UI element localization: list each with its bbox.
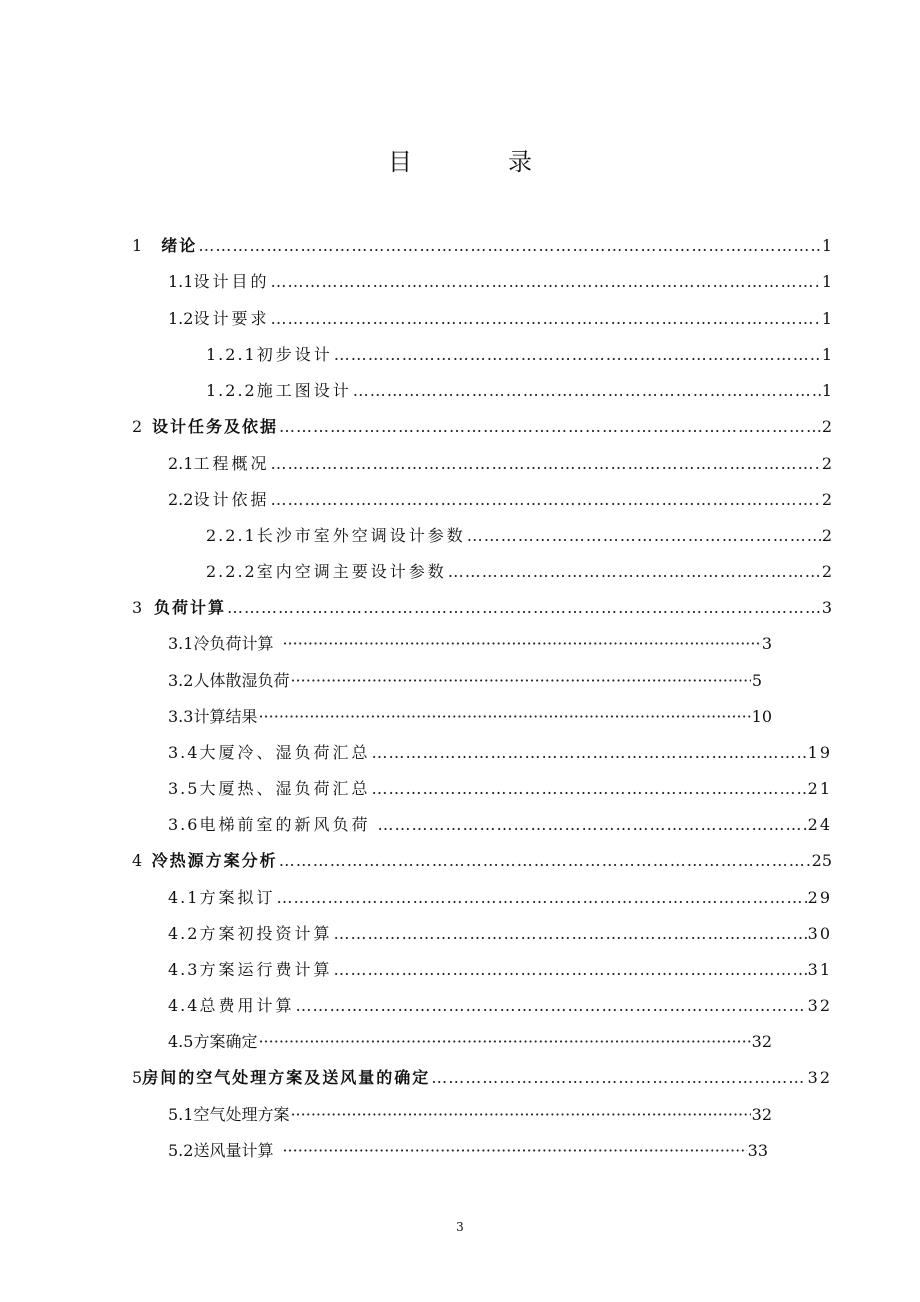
toc-entry[interactable] [168,705,772,729]
toc-entry-number: 4.4 [168,996,200,1015]
toc-entry-label: 大厦冷、湿负荷汇总 [199,743,371,762]
dot-leader [353,379,821,403]
toc-entry-number: 1 [132,236,143,255]
toc-entry-number: 2.2.1 [206,526,257,545]
toc-entry-number: 1.2 [168,309,194,328]
toc-entry-label: 方案确定 [193,1032,258,1051]
toc-entry[interactable] [206,524,832,548]
toc-entry[interactable] [206,343,832,367]
toc-entry-page: 32 [751,1105,772,1124]
toc-entry[interactable] [168,922,832,946]
toc-entry-label: 工程概况 [193,454,270,473]
toc-entry-page: 3 [761,634,772,653]
toc-entry-page: 1 [821,272,832,291]
dot-leader [282,632,760,656]
toc-entry-page: 32 [807,996,832,1015]
toc-entry-number: 3.4 [168,743,200,762]
page-title: 目 录 [388,148,568,176]
toc-entry-label: 设计目的 [193,272,270,291]
toc-entry-page: 10 [751,707,772,726]
dot-leader [290,669,750,693]
toc-entry-number: 3.6 [168,815,200,834]
dot-leader [276,886,806,910]
toc-entry-page: 33 [747,1141,768,1160]
dot-leader [371,777,806,801]
toc-entry[interactable] [168,777,832,801]
toc-entry-number: 4 [132,851,143,870]
dot-leader [258,705,750,729]
toc-entry-label: 人体散湿负荷 [193,671,290,690]
toc-entry-label: 室内空调主要设计参数 [256,562,447,581]
toc-entry-label: 设计任务及依据 [152,417,279,436]
dot-leader [467,524,821,548]
dot-leader [282,1139,746,1163]
toc-entry-number: 4.2 [168,924,200,943]
dot-leader [290,1103,750,1127]
toc-entry[interactable] [132,415,832,439]
toc-entry[interactable] [168,452,832,476]
toc-entry-label: 计算结果 [193,707,258,726]
dot-leader [270,307,820,331]
page-number: 3 [456,1220,464,1234]
toc-entry-number: 5 [132,1068,143,1087]
dot-leader [295,994,806,1018]
toc-entry[interactable] [206,379,832,403]
toc-entry-label: 施工图设计 [256,381,352,400]
toc-entry-page: 2 [821,562,832,581]
toc-entry-page: 32 [751,1032,772,1051]
toc-entry-page: 3 [821,598,832,617]
toc-entry-label: 冷负荷计算 [193,634,274,653]
toc-entry[interactable] [168,488,832,512]
toc-entry-number: 2.2 [168,490,194,509]
toc-entry-label: 空气处理方案 [193,1105,290,1124]
toc-entry-page: 29 [807,888,832,907]
dot-leader [198,234,821,258]
toc-entry-number: 4.1 [168,888,200,907]
toc-entry-number: 1.2.1 [206,345,257,364]
toc-entry-label: 冷热源方案分析 [151,851,278,870]
toc-entry-number: 2 [132,417,143,436]
toc-entry-page: 2 [821,490,832,509]
toc-entry-page: 5 [751,671,762,690]
toc-entry-number: 3.5 [168,779,200,798]
toc-entry-label: 电梯前室的新风负荷 [199,815,371,834]
toc-entry[interactable] [168,669,762,693]
toc-entry-page: 1 [821,381,832,400]
dot-leader [334,343,821,367]
toc-entry-label: 大厦热、湿负荷汇总 [199,779,371,798]
dot-leader [448,560,821,584]
toc-entry-label: 方案运行费计算 [199,960,333,979]
dot-leader [371,741,806,765]
toc-entry-number: 5.2 [168,1141,194,1160]
dot-leader [227,596,821,620]
toc-entry[interactable] [168,1139,768,1163]
toc-entry[interactable] [168,741,832,765]
toc-entry[interactable] [168,813,832,837]
toc-entry-label: 方案初投资计算 [199,924,333,943]
dot-leader [431,1066,806,1090]
toc-entry-label: 绪论 [161,236,198,255]
toc-entry-page: 1 [821,309,832,328]
dot-leader [270,488,820,512]
toc-entry-page: 2 [821,526,832,545]
toc-entry-page: 2 [821,454,832,473]
toc-entry-label: 房间的空气处理方案及送风量的确定 [142,1068,431,1087]
toc-entry-page: 1 [821,236,832,255]
toc-entry-page: 19 [807,743,832,762]
dot-leader [279,849,811,873]
toc-entry[interactable] [132,234,832,258]
toc-entry[interactable] [168,307,832,331]
toc-entry-number: 5.1 [168,1105,194,1124]
toc-entry-label: 总费用计算 [199,996,295,1015]
toc-entry[interactable] [168,886,832,910]
dot-leader [377,813,806,837]
toc-entry[interactable] [168,632,772,656]
toc-entry-number: 2.2.2 [206,562,257,581]
toc-entry-page: 24 [807,815,832,834]
toc-entry[interactable] [132,1066,832,1090]
toc-entry-number: 4.3 [168,960,200,979]
toc-entry-number: 1.2.2 [206,381,257,400]
toc-entry-number: 3.3 [168,707,194,726]
toc-entry-number: 1.1 [168,272,194,291]
toc-entry-number: 2.1 [168,454,194,473]
toc-entry-number: 4.5 [168,1032,194,1051]
dot-leader [270,452,820,476]
toc-entry[interactable] [206,560,832,584]
dot-leader [333,922,806,946]
toc-entry-page: 1 [821,345,832,364]
toc-entry-page: 25 [811,851,832,870]
dot-leader [258,1030,750,1054]
dot-leader [279,415,821,439]
toc-entry-label: 设计依据 [193,490,270,509]
toc-entry-number: 3.2 [168,671,194,690]
toc-entry-page: 2 [821,417,832,436]
toc-entry-label: 初步设计 [256,345,333,364]
toc-entry[interactable] [132,849,832,873]
dot-leader [270,270,820,294]
toc-entry-label: 负荷计算 [153,598,226,617]
toc-entry-number: 3 [132,598,143,617]
toc-entry-page: 31 [807,960,832,979]
toc-entry[interactable] [168,1103,772,1127]
toc-entry-page: 21 [807,779,832,798]
toc-entry[interactable] [168,958,832,982]
toc-entry[interactable] [132,596,832,620]
toc-entry-number: 3.1 [168,634,194,653]
toc-entry-label: 长沙市室外空调设计参数 [256,526,466,545]
toc-entry-label: 设计要求 [193,309,270,328]
toc-entry-page: 32 [807,1068,832,1087]
toc-entry[interactable] [168,270,832,294]
toc-entry[interactable] [168,994,832,1018]
dot-leader [333,958,806,982]
toc-entry[interactable] [168,1030,772,1054]
toc-entry-label: 送风量计算 [193,1141,274,1160]
toc-entry-label: 方案拟订 [199,888,276,907]
toc-entry-page: 30 [807,924,832,943]
